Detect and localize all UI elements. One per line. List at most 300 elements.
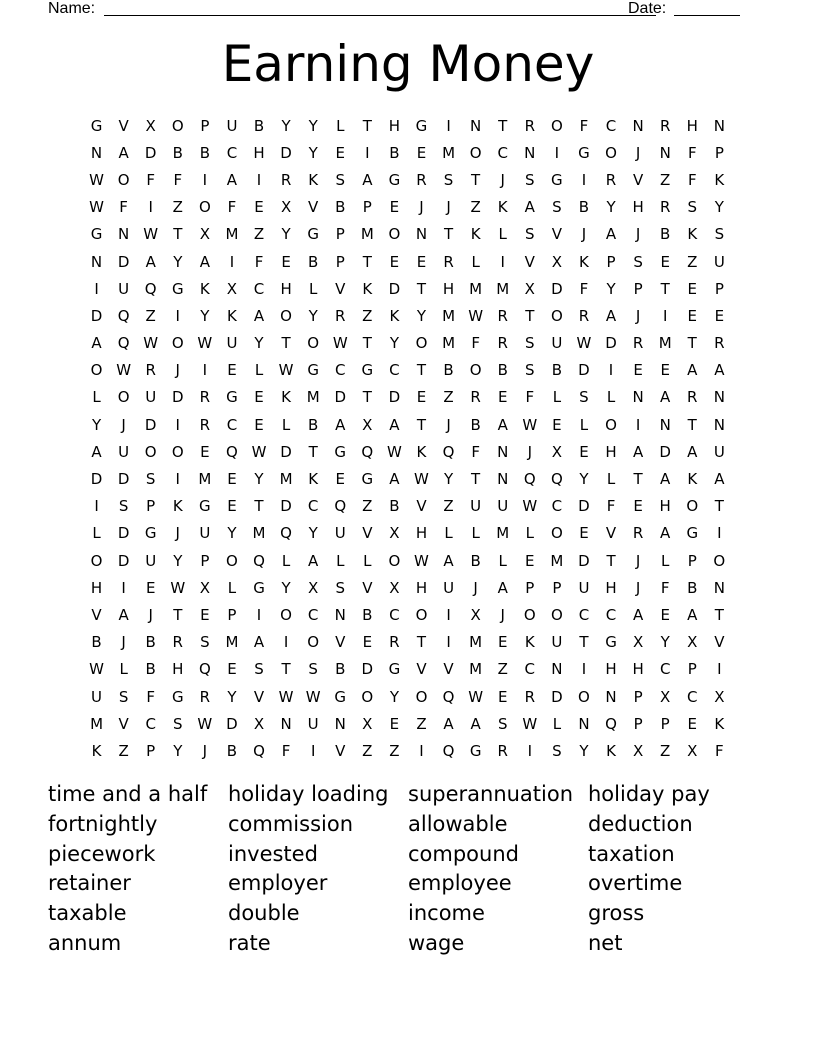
grid-letter: C	[605, 116, 617, 135]
grid-row	[83, 248, 733, 275]
grid-letter: P	[633, 687, 643, 706]
grid-letter: W	[116, 361, 132, 380]
grid-letter: C	[605, 605, 617, 624]
grid-letter: H	[632, 198, 644, 217]
grid-letter: V	[632, 170, 644, 189]
grid-letter: O	[415, 605, 428, 624]
grid-letter: D	[90, 470, 103, 489]
grid-row	[83, 574, 733, 601]
grid-letter: M	[469, 633, 483, 652]
grid-letter: L	[336, 551, 345, 570]
grid-letter: J	[446, 198, 451, 217]
grid-letter: L	[119, 660, 128, 679]
grid-letter: B	[335, 660, 346, 679]
grid-letter: Y	[173, 252, 183, 271]
grid-letter: O	[550, 524, 563, 543]
grid-letter: C	[307, 497, 319, 516]
grid-letter: H	[442, 279, 455, 298]
grid-letter: N	[713, 388, 725, 407]
grid-letter: L	[606, 388, 616, 407]
grid-letter: T	[416, 633, 427, 652]
grid-row	[83, 112, 733, 139]
grid-letter: B	[91, 633, 102, 652]
grid-letter: O	[307, 633, 320, 652]
grid-letter: R	[470, 388, 481, 407]
grid-letter: X	[280, 198, 292, 217]
grid-letter: Y	[308, 306, 318, 325]
grid-letter: P	[525, 578, 535, 597]
grid-letter: N	[497, 470, 509, 489]
grid-letter: M	[306, 388, 320, 407]
grid-letter: A	[335, 415, 346, 434]
grid-letter: D	[334, 388, 347, 407]
grid-letter: A	[660, 388, 671, 407]
grid-letter: H	[605, 442, 617, 461]
grid-letter: S	[525, 334, 535, 353]
grid-letter: H	[605, 660, 617, 679]
name-line[interactable]	[104, 15, 656, 16]
grid-letter: O	[713, 551, 726, 570]
grid-letter: U	[578, 578, 590, 597]
grid-letter: A	[91, 442, 102, 461]
grid-letter: W	[89, 198, 104, 217]
grid-letter: P	[335, 252, 345, 271]
grid-letter: E	[145, 578, 156, 597]
grid-letter: Y	[714, 198, 724, 217]
grid-letter: M	[469, 279, 483, 298]
grid-letter: J	[446, 415, 451, 434]
grid-letter: V	[253, 687, 265, 706]
grid-letter: Q	[253, 741, 265, 760]
grid-letter: Q	[253, 551, 265, 570]
grid-letter: A	[660, 524, 671, 543]
grid-letter: S	[687, 198, 698, 217]
grid-letter: O	[198, 198, 211, 217]
grid-letter: L	[552, 388, 562, 407]
grid-letter: Y	[579, 470, 589, 489]
grid-letter: F	[281, 741, 291, 760]
grid-letter: V	[118, 116, 129, 135]
grid-letter: Z	[172, 198, 183, 217]
grid-letter: L	[579, 415, 589, 434]
grid-letter: M	[279, 470, 293, 489]
grid-letter: B	[389, 143, 400, 162]
grid-letter: Z	[660, 741, 671, 760]
grid-letter: L	[498, 225, 507, 244]
grid-letter: I	[419, 741, 424, 760]
grid-letter: P	[687, 660, 697, 679]
grid-letter: A	[687, 361, 698, 380]
grid-letter: W	[414, 551, 429, 570]
grid-letter: I	[148, 198, 153, 217]
grid-letter: R	[687, 388, 698, 407]
grid-letter: O	[307, 334, 320, 353]
grid-letter: U	[443, 578, 455, 597]
grid-letter: S	[525, 361, 535, 380]
grid-letter: C	[253, 279, 265, 298]
grid-letter: J	[419, 198, 424, 217]
grid-letter: X	[308, 578, 319, 597]
grid-letter: J	[121, 633, 126, 652]
grid-letter: B	[226, 741, 238, 760]
grid-letter: E	[389, 198, 400, 217]
word-list-item: taxable	[48, 901, 127, 926]
word-list-item: invested	[228, 841, 318, 866]
grid-letter: W	[305, 687, 321, 706]
grid-letter: S	[497, 714, 508, 733]
grid-letter: G	[686, 524, 699, 543]
grid-letter: E	[335, 470, 345, 489]
grid-letter: T	[498, 116, 508, 135]
grid-letter: M	[658, 334, 672, 353]
grid-letter: E	[281, 252, 291, 271]
grid-letter: N	[713, 415, 725, 434]
grid-letter: K	[308, 170, 319, 189]
grid-letter: D	[90, 306, 103, 325]
word-list-item: holiday pay	[588, 782, 710, 806]
grid-letter: G	[388, 170, 401, 189]
grid-letter: Q	[198, 660, 211, 679]
grid-letter: I	[256, 605, 262, 624]
grid-letter: F	[227, 198, 237, 217]
grid-letter: K	[606, 741, 616, 760]
grid-letter: T	[362, 252, 372, 271]
grid-letter: Y	[173, 741, 183, 760]
grid-letter: O	[144, 442, 157, 461]
grid-letter: V	[362, 524, 373, 543]
grid-letter: F	[687, 143, 697, 162]
grid-letter: S	[173, 714, 183, 733]
grid-letter: Y	[254, 334, 264, 353]
grid-letter: E	[389, 714, 400, 733]
grid-letter: L	[498, 551, 507, 570]
grid-letter: G	[605, 633, 617, 652]
grid-letter: K	[227, 306, 237, 325]
grid-letter: U	[145, 551, 157, 570]
grid-letter: O	[550, 116, 563, 135]
grid-letter: V	[605, 524, 617, 543]
grid-letter: Y	[389, 334, 399, 353]
grid-letter: T	[173, 225, 183, 244]
grid-letter: R	[605, 170, 617, 189]
grid-letter: R	[335, 306, 346, 325]
grid-letter: S	[335, 170, 345, 189]
grid-letter: Q	[550, 470, 563, 489]
grid-letter: E	[497, 633, 508, 652]
grid-letter: B	[253, 116, 265, 135]
grid-letter: S	[200, 633, 210, 652]
grid-letter: A	[443, 551, 454, 570]
grid-letter: A	[497, 578, 508, 597]
grid-letter: Y	[660, 633, 670, 652]
grid-letter: B	[660, 225, 671, 244]
grid-letter: X	[389, 578, 400, 597]
grid-letter: S	[118, 497, 129, 516]
grid-letter: D	[551, 687, 563, 706]
grid-row	[83, 275, 733, 302]
grid-letter: G	[199, 497, 211, 516]
grid-letter: T	[714, 605, 724, 624]
grid-letter: N	[659, 143, 671, 162]
grid-row	[83, 601, 733, 628]
date-line[interactable]	[674, 15, 740, 16]
grid-letter: A	[226, 170, 238, 189]
grid-letter: G	[578, 143, 590, 162]
grid-letter: O	[361, 687, 374, 706]
grid-letter: T	[362, 116, 372, 135]
grid-letter: A	[443, 714, 454, 733]
word-list-item: holiday loading	[228, 782, 389, 806]
grid-letter: K	[497, 198, 508, 217]
grid-letter: H	[415, 578, 428, 597]
grid-letter: Y	[227, 524, 237, 543]
grid-letter: G	[144, 524, 157, 543]
grid-letter: Y	[200, 306, 210, 325]
grid-letter: E	[389, 252, 400, 271]
grid-letter: O	[605, 143, 617, 162]
grid-letter: E	[714, 306, 725, 325]
grid-letter: P	[146, 741, 156, 760]
grid-letter: Q	[605, 714, 617, 733]
grid-letter: L	[552, 714, 562, 733]
grid-letter: C	[497, 143, 508, 162]
grid-letter: O	[469, 143, 482, 162]
grid-letter: T	[416, 415, 427, 434]
grid-letter: I	[608, 361, 614, 380]
grid-letter: J	[635, 578, 641, 597]
grid-row	[83, 683, 733, 710]
grid-letter: J	[202, 741, 208, 760]
grid-letter: B	[362, 605, 373, 624]
grid-letter: Z	[118, 741, 129, 760]
grid-letter: I	[662, 306, 668, 325]
grid-letter: W	[522, 714, 538, 733]
grid-letter: E	[552, 415, 562, 434]
grid-letter: K	[308, 470, 319, 489]
grid-letter: X	[362, 714, 373, 733]
grid-letter: F	[606, 497, 616, 516]
grid-letter: I	[121, 578, 126, 597]
grid-letter: S	[443, 170, 454, 189]
grid-letter: A	[497, 415, 508, 434]
grid-letter: X	[660, 687, 671, 706]
grid-letter: E	[497, 388, 508, 407]
grid-letter: A	[632, 442, 644, 461]
grid-letter: M	[252, 524, 266, 543]
grid-letter: R	[497, 741, 508, 760]
grid-letter: P	[200, 116, 210, 135]
grid-letter: L	[336, 116, 345, 135]
grid-letter: R	[199, 415, 211, 434]
grid-letter: J	[500, 170, 505, 189]
grid-letter: G	[415, 116, 428, 135]
grid-letter: I	[446, 116, 451, 135]
grid-letter: O	[388, 225, 401, 244]
word-list-item: commission	[228, 811, 354, 836]
grid-letter: D	[117, 470, 130, 489]
grid-letter: H	[90, 578, 103, 597]
grid-letter: Z	[497, 660, 508, 679]
grid-letter: R	[443, 252, 454, 271]
grid-letter: M	[496, 279, 510, 298]
grid-letter: X	[551, 252, 562, 271]
grid-letter: U	[199, 524, 211, 543]
grid-letter: S	[552, 741, 562, 760]
word-list-item: annum	[48, 930, 122, 955]
grid-letter: L	[92, 388, 101, 407]
grid-letter: P	[633, 714, 643, 733]
grid-letter: Y	[91, 415, 102, 434]
grid-letter: I	[256, 170, 262, 189]
grid-letter: E	[227, 660, 237, 679]
grid-letter: Q	[442, 741, 455, 760]
grid-letter: P	[714, 143, 724, 162]
grid-letter: K	[172, 497, 183, 516]
grid-letter: H	[415, 524, 428, 543]
grid-letter: Q	[117, 306, 130, 325]
grid-letter: J	[148, 605, 153, 624]
grid-letter: F	[660, 578, 670, 597]
grid-letter: Z	[443, 388, 454, 407]
grid-letter: X	[226, 279, 238, 298]
grid-letter: K	[416, 442, 427, 461]
grid-letter: M	[550, 551, 564, 570]
grid-letter: N	[334, 605, 346, 624]
grid-letter: E	[416, 388, 427, 407]
grid-letter: X	[389, 524, 400, 543]
grid-letter: R	[389, 633, 400, 652]
grid-letter: R	[416, 170, 427, 189]
grid-letter: H	[388, 116, 401, 135]
grid-letter: Q	[361, 442, 374, 461]
grid-letter: J	[635, 143, 641, 162]
grid-letter: O	[171, 116, 184, 135]
grid-letter: S	[633, 252, 643, 271]
grid-letter: B	[443, 361, 454, 380]
grid-letter: T	[254, 497, 264, 516]
grid-letter: D	[117, 252, 130, 271]
grid-letter: Z	[389, 741, 400, 760]
grid-letter: N	[90, 252, 103, 271]
grid-letter: Y	[606, 198, 616, 217]
grid-letter: A	[118, 605, 129, 624]
word-list	[48, 780, 788, 959]
grid-letter: Y	[579, 741, 589, 760]
name-label: Name:	[48, 0, 96, 17]
grid-letter: X	[145, 116, 156, 135]
grid-letter: N	[90, 143, 103, 162]
grid-letter: L	[254, 361, 264, 380]
grid-letter: P	[552, 578, 562, 597]
grid-letter: Y	[443, 470, 454, 489]
grid-letter: O	[117, 170, 130, 189]
grid-letter: T	[579, 633, 589, 652]
grid-letter: I	[283, 633, 289, 652]
grid-letter: O	[686, 497, 699, 516]
grid-letter: S	[308, 660, 318, 679]
grid-letter: A	[253, 633, 265, 652]
grid-letter: I	[446, 633, 451, 652]
grid-letter: W	[89, 660, 104, 679]
grid-letter: O	[90, 361, 103, 380]
grid-letter: L	[661, 551, 670, 570]
grid-letter: T	[471, 170, 481, 189]
grid-letter: U	[551, 334, 563, 353]
grid-letter: A	[308, 551, 319, 570]
grid-letter: S	[335, 578, 345, 597]
grid-letter: V	[335, 279, 346, 298]
grid-letter: M	[225, 633, 239, 652]
grid-letter: R	[659, 198, 671, 217]
grid-letter: B	[335, 198, 346, 217]
grid-letter: C	[389, 605, 400, 624]
grid-letter: Z	[470, 198, 481, 217]
grid-letter: S	[714, 225, 725, 244]
grid-letter: P	[146, 497, 156, 516]
grid-row	[83, 710, 733, 737]
grid-letter: B	[470, 551, 481, 570]
grid-row	[83, 629, 733, 656]
grid-row	[83, 656, 733, 683]
grid-letter: A	[362, 170, 373, 189]
grid-letter: T	[660, 279, 670, 298]
grid-letter: K	[281, 388, 291, 407]
grid-letter: V	[118, 714, 129, 733]
grid-letter: D	[117, 551, 130, 570]
grid-letter: C	[307, 605, 319, 624]
grid-letter: V	[416, 497, 427, 516]
grid-letter: L	[92, 524, 101, 543]
grid-letter: A	[714, 470, 725, 489]
grid-letter: P	[606, 252, 616, 271]
grid-letter: N	[497, 442, 509, 461]
grid-letter: D	[578, 551, 590, 570]
word-list-item: employer	[228, 871, 328, 896]
grid-letter: R	[714, 334, 725, 353]
word-list-item: time and a half	[48, 782, 208, 806]
grid-row	[83, 737, 733, 764]
grid-letter: Z	[443, 497, 454, 516]
grid-letter: E	[200, 442, 210, 461]
grid-letter: N	[118, 225, 130, 244]
grid-letter: G	[388, 660, 401, 679]
grid-letter: V	[416, 660, 427, 679]
grid-letter: O	[469, 361, 482, 380]
grid-letter: H	[632, 660, 644, 679]
date-label: Date:	[628, 0, 667, 17]
grid-letter: W	[576, 334, 592, 353]
grid-letter: G	[171, 279, 184, 298]
grid-letter: O	[117, 388, 130, 407]
grid-letter: F	[173, 170, 183, 189]
grid-letter: W	[89, 170, 104, 189]
grid-letter: U	[118, 279, 130, 298]
grid-letter: O	[226, 551, 238, 570]
grid-letter: J	[500, 605, 505, 624]
grid-letter: G	[361, 470, 374, 489]
grid-letter: T	[173, 605, 183, 624]
grid-letter: X	[632, 633, 644, 652]
grid-letter: T	[308, 442, 318, 461]
grid-letter: N	[470, 116, 482, 135]
grid-letter: X	[199, 578, 210, 597]
grid-letter: L	[471, 252, 480, 271]
grid-letter: F	[119, 198, 128, 217]
grid-letter: D	[280, 497, 292, 516]
grid-letter: K	[389, 306, 400, 325]
grid-letter: D	[388, 388, 401, 407]
grid-letter: V	[308, 198, 319, 217]
